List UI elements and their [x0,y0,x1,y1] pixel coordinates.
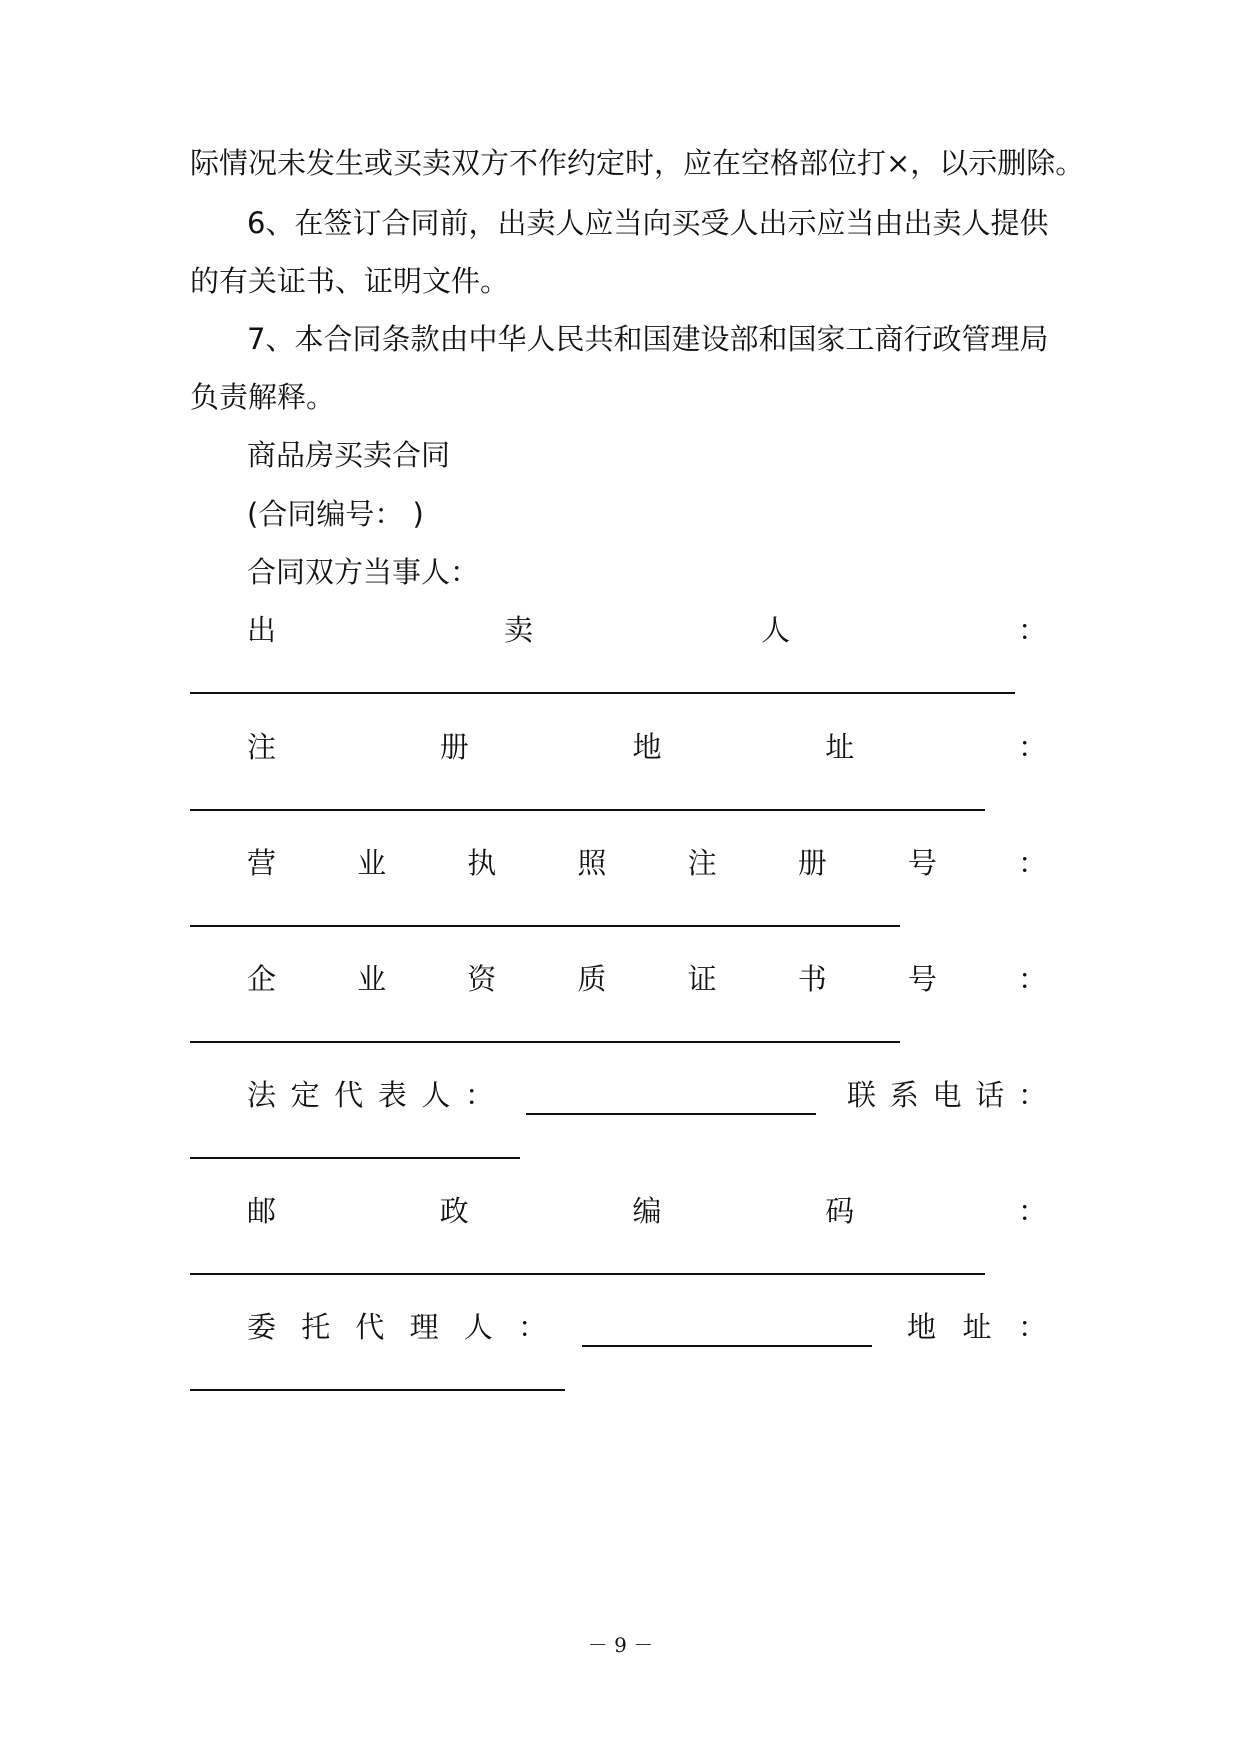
legal-rep-row [247,1075,1047,1115]
phone-label: 联 系 电 话 ： [847,1078,1047,1112]
postcode-blank[interactable] [190,1273,985,1275]
contract-number: (合同编号： ) [247,497,424,531]
clause-7-line-1: 7、本合同条款由中华人民共和国建设部和国家工商行政管理局 [247,322,1049,356]
phone-blank[interactable] [190,1157,520,1159]
qualification-no-blank[interactable] [190,1041,900,1043]
parties-heading: 合同双方当事人： [247,555,480,589]
agent-label: 委 托 代 理 人 ： [247,1310,547,1344]
postcode-label: 邮 政 编 码 ： [247,1194,1047,1228]
qualification-no-label: 企 业 资 质 证 书 号 ： [247,962,1047,996]
seller-label: 出 卖 人 ： [247,613,1047,647]
agent-blank[interactable] [582,1345,872,1347]
address-blank[interactable] [190,1389,565,1391]
reg-address-label: 注 册 地 址 ： [247,730,1047,764]
clause-6-line-1: 6、在签订合同前，出卖人应当向买受人出示应当由出卖人提供 [247,206,1049,240]
license-no-label: 营 业 执 照 注 册 号 ： [247,846,1047,880]
seller-blank[interactable] [190,692,1015,694]
clause-6-line-2: 的有关证书、证明文件。 [190,264,510,298]
license-no-blank[interactable] [190,925,900,927]
page-number: － 9 － [587,1633,654,1657]
contract-title: 商品房买卖合同 [247,438,451,472]
agent-row [247,1307,1047,1347]
legal-rep-blank[interactable] [526,1113,816,1115]
reg-address-blank[interactable] [190,809,985,811]
paragraph-continued: 际情况未发生或买卖双方不作约定时，应在空格部位打×，以示删除。 [190,146,1085,180]
legal-rep-label: 法 定 代 表 人 ： [247,1078,494,1112]
address-label: 地 址 ： [907,1310,1047,1344]
clause-7-line-2: 负责解释。 [190,380,336,414]
